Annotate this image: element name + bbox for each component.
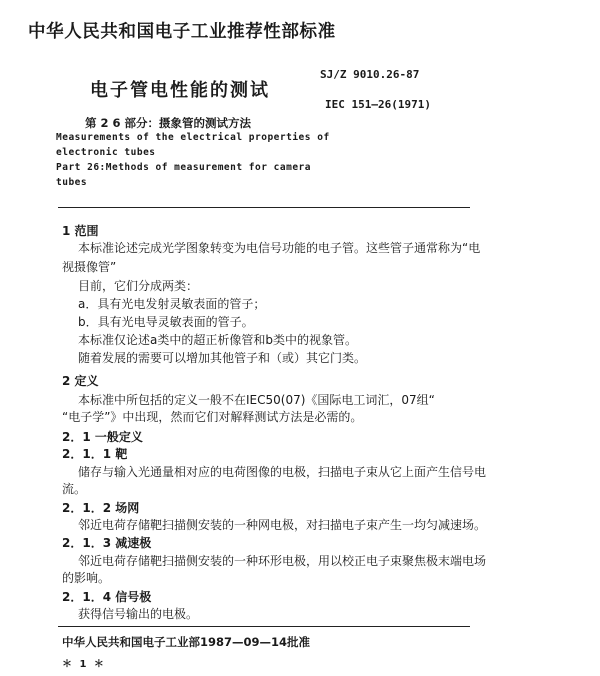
- section-1-para-1-line-1: 本标准论述完成光学图象转变为电信号功能的电子管。这些管子通常称为“电: [78, 241, 481, 255]
- section-1-para-4: 随着发展的需要可以增加其他管子和（或）其它门类。: [78, 351, 367, 365]
- english-part-line1: Part 26:Methods of measurement for camera: [56, 162, 311, 173]
- document-title: 电子管电性能的测试: [90, 80, 270, 101]
- section-1-heading: 1 范围: [62, 224, 99, 238]
- clause-2-1-1-text-line-1: 储存与输入光通量相对应的电荷图像的电极，扫描电子束从它上面产生信号电: [78, 465, 487, 479]
- clause-2-1-3-text-line-2: 的影响。: [62, 571, 111, 585]
- section-2-para-1-line-2: “电子学”》中出现，然而它们对解释测试方法是必需的。: [62, 410, 363, 424]
- iec-code: IEC 151—26(1971): [325, 98, 431, 111]
- clause-2-1-3-text-line-1: 邻近电荷存储靶扫描侧安装的一种环形电极，用以校正电子束聚焦极末端电场: [78, 554, 487, 568]
- section-1-para-2: 目前，它们分成两类：: [78, 279, 199, 293]
- clause-2-1-1-text-line-2: 流。: [62, 482, 87, 496]
- approval-line: 中华人民共和国电子工业部1987—09—14批准: [62, 635, 311, 649]
- clause-2-1-heading: 2．1 一般定义: [62, 430, 143, 444]
- standard-title: 中华人民共和国电子工业推荐性部标准: [28, 22, 336, 42]
- section-1-para-3: 本标准仅论述a类中的超正析像管和b类中的视象管。: [78, 333, 357, 347]
- page-number: ＊ 1 ＊: [62, 659, 106, 670]
- clause-2-1-1-heading: 2．1．1 靶: [62, 447, 128, 461]
- clause-2-1-4-text: 获得信号输出的电极。: [78, 607, 199, 621]
- section-2-para-1-line-1: 本标准中所包括的定义一般不在IEC50(07)《国际电工词汇，07组“: [78, 393, 435, 407]
- english-title-line2: electronic tubes: [56, 147, 156, 158]
- standard-code: SJ/Z 9010.26-87: [320, 68, 420, 81]
- section-1-item-a: a．具有光电发射灵敏表面的管子；: [78, 297, 266, 311]
- clause-2-1-3-heading: 2．1．3 减速极: [62, 536, 152, 550]
- part-title-cn: 第 2 6 部分：摄象管的测试方法: [85, 116, 252, 130]
- clause-2-1-4-heading: 2．1．4 信号极: [62, 590, 152, 604]
- footer-divider: [58, 626, 470, 627]
- english-title-line1: Measurements of the electrical properties of: [56, 132, 330, 143]
- section-1-item-b: b．具有光电导灵敏表面的管子。: [78, 315, 254, 329]
- english-part-line2: tubes: [56, 177, 88, 188]
- clause-2-1-2-text: 邻近电荷存储靶扫描侧安装的一种网电极，对扫描电子束产生一均匀减速场。: [78, 518, 487, 532]
- clause-2-1-2-heading: 2．1．2 场网: [62, 501, 140, 515]
- section-1-para-1-line-2: 视摄像管”: [62, 260, 117, 274]
- header-divider: [58, 207, 470, 208]
- section-2-heading: 2 定义: [62, 374, 99, 388]
